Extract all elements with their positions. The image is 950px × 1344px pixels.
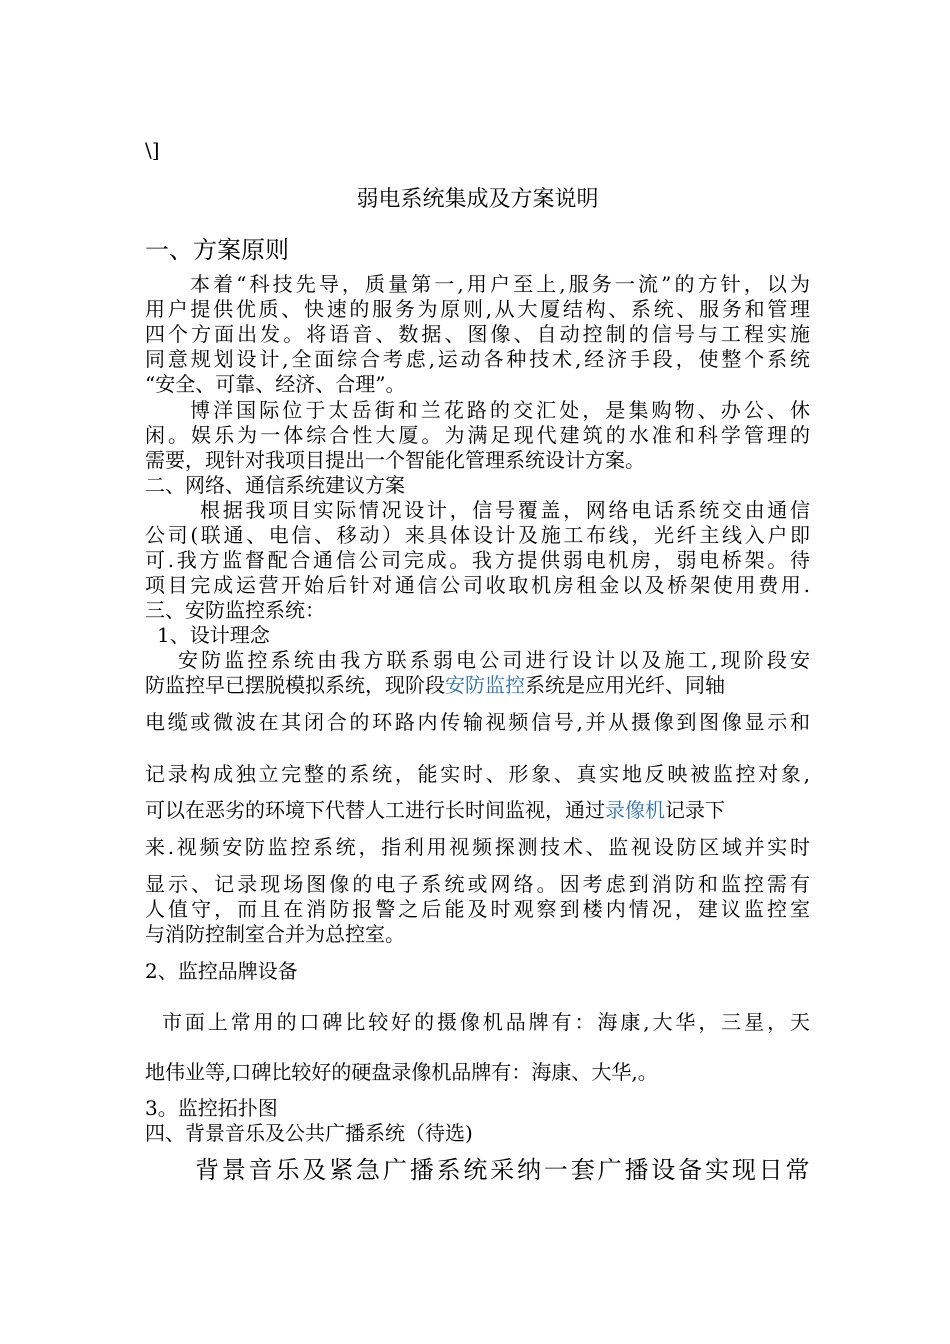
text-run: 系统是应用光纤、同轴 [525, 673, 725, 697]
subheading-topology: 3。监控拓扑图 [145, 1096, 278, 1120]
paragraph-line: 显示、记录现场图像的电子系统或网络。因考虑到消防和监控需有 [145, 872, 810, 896]
paragraph-line: 四个方面出发。将语音、数据、图像、自动控制的信号与工程实施 [145, 322, 810, 346]
document-title: 弱电系统集成及方案说明 [356, 187, 599, 212]
paragraph-line: 闲。娱乐为一体综合性大厦。为满足现代建筑的水准和科学管理的 [145, 423, 810, 447]
subheading-brand-equipment: 2、监控品牌设备 [145, 959, 298, 983]
paragraph-line [145, 673, 810, 697]
text-run: 记录下 [665, 798, 725, 822]
text-run: 可以在恶劣的环境下代替人工进行长时间监视，通过 [145, 798, 605, 822]
video-recorder-link[interactable]: 录像机 [605, 798, 665, 822]
section-heading-network: 二、网络、通信系统建议方案 [145, 473, 405, 497]
text-run: 防监控早已摆脱模拟系统，现阶段 [145, 673, 445, 697]
paragraph-line: “安全、可靠、经济、合理”。 [145, 372, 406, 396]
paragraph-line: 电缆或微波在其闭合的环路内传输视频信号,并从摄像到图像显示和 [145, 710, 810, 734]
paragraph-line: 本着“科技先导，质量第一,用户至上,服务一流”的方针，以为 [190, 272, 810, 296]
paragraph-line: 用户提供优质、快速的服务为原则,从大厦结构、系统、服务和管理 [145, 297, 810, 321]
page-marker: \] [145, 138, 160, 162]
section-heading-broadcast: 四、背景音乐及公共广播系统（待选) [145, 1121, 473, 1145]
paragraph-line: 博洋国际位于太岳街和兰花路的交汇处，是集购物、办公、休 [190, 398, 810, 422]
section-heading-principles: 一、方案原则 [145, 236, 289, 264]
section-heading-security: 三、安防监控系统： [145, 598, 325, 622]
paragraph-line: 根据我项目实际情况设计，信号覆盖，网络电话系统交由通信 [200, 498, 810, 522]
paragraph-line: 同意规划设计,全面综合考虑,运动各种技术,经济手段，使整个系统 [145, 347, 810, 371]
paragraph-line: 安防监控系统由我方联系弱电公司进行设计以及施工,现阶段安 [178, 648, 810, 672]
paragraph-line: 项目完成运营开始后针对通信公司收取机房租金以及桥架使用费用. [145, 573, 810, 597]
paragraph-line: 人值守，而且在消防报警之后能及时观察到楼内情况，建议监控室 [145, 897, 810, 921]
paragraph-line: 需要，现针对我项目提出一个智能化管理系统设计方案。 [145, 448, 645, 472]
paragraph-line: 地伟业等,口碑比较好的硬盘录像机品牌有：海康、大华,。 [145, 1060, 658, 1084]
paragraph-line: 背景音乐及紧急广播系统采纳一套广播设备实现日常 [195, 1156, 810, 1184]
paragraph-line: 与消防控制室合并为总控室。 [145, 922, 405, 946]
security-monitoring-link[interactable]: 安防监控 [445, 673, 525, 697]
paragraph-line: 公司(联通、电信、移动）来具体设计及施工布线，光纤主线入户即 [145, 523, 810, 547]
paragraph-line [145, 798, 810, 822]
paragraph-line: 来.视频安防监控系统，指利用视频探测技术、监视设防区域并实时 [145, 835, 810, 859]
paragraph-line: 可.我方监督配合通信公司完成。我方提供弱电机房，弱电桥架。待 [145, 548, 810, 572]
paragraph-line: 市面上常用的口碑比较好的摄像机品牌有：海康,大华，三星，天 [162, 1010, 810, 1034]
subheading-design-concept: 1、设计理念 [157, 623, 270, 647]
paragraph-line: 记录构成独立完整的系统，能实时、形象、真实地反映被监控对象, [145, 762, 810, 786]
